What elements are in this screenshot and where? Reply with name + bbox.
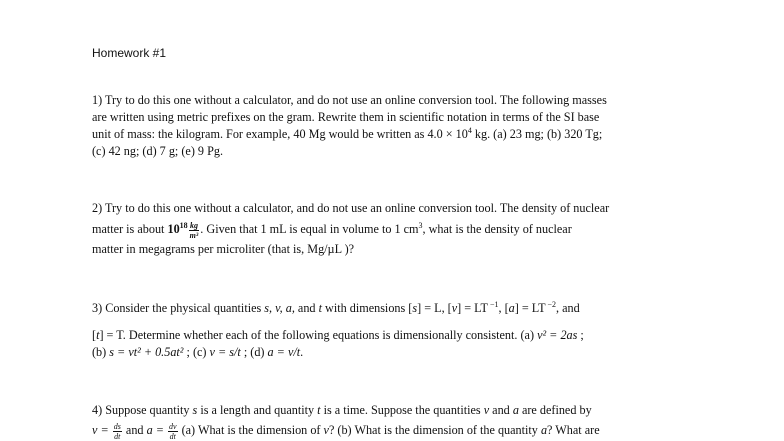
text: (a) What is the dimension of <box>178 423 324 437</box>
variable-t: t <box>96 328 100 342</box>
text: is a length and quantity <box>197 403 318 417</box>
problem-2-line-1: 2) Try to do this one without a calculator, and do not use an online conversion tool. The density of nuclear <box>92 201 610 215</box>
variable-a: a <box>512 403 519 417</box>
derivative-ds-dt <box>113 422 122 441</box>
variable-t: t <box>317 403 321 417</box>
fraction-numerator: dv <box>168 421 177 431</box>
variable-v: v <box>451 301 458 315</box>
text: , and <box>556 301 580 315</box>
problem-4-line-2 <box>92 419 732 441</box>
problem-1-line-3 <box>92 126 732 143</box>
text: ] = L, [ <box>417 301 452 315</box>
exponent: −1 <box>487 299 499 309</box>
exponent: 4 <box>467 125 472 135</box>
problem-1-line-4: (c) 42 ng; (d) 7 g; (e) 9 Pg. <box>92 144 223 158</box>
equation-b: s = vt² + 0.5at² <box>109 345 184 359</box>
problem-3-line-3 <box>92 344 732 361</box>
text: ; (c) <box>183 345 210 359</box>
derivative-dv-dt <box>168 422 178 441</box>
problem-3 <box>92 300 732 361</box>
fraction-denominator: m³ <box>189 230 199 240</box>
problem-1 <box>92 92 732 160</box>
text: ? (b) What is the dimension of the quantity <box>328 423 541 437</box>
problem-2 <box>92 200 732 258</box>
text: 4) Suppose quantity <box>92 403 193 417</box>
fraction-numerator: kg <box>189 220 198 230</box>
equation-a: a = <box>146 423 167 437</box>
problem-2-line-3: matter in megagrams per microliter (that is, Mg/µL )? <box>92 242 355 256</box>
fraction-numerator: ds <box>113 421 121 431</box>
variables: s, v, a, <box>264 301 295 315</box>
variable-s: s <box>412 301 418 315</box>
exponent: 3 <box>418 220 423 230</box>
problem-2-line-2-mid: . Given that 1 mL is equal in volume to 1 cm <box>200 222 419 236</box>
density-base: 10 <box>167 222 180 236</box>
text: ] = T. Determine whether each of the following equations is dimensionally consistent. (a) <box>99 328 538 342</box>
exponent: −2 <box>545 299 557 309</box>
fraction-denominator: dt <box>114 431 121 441</box>
equation-d: a = v/t <box>267 345 301 359</box>
equation-a: v² = 2as <box>537 328 578 342</box>
problem-3-line-1 <box>92 300 732 317</box>
variable-a: a <box>540 423 548 437</box>
problem-2-line-2 <box>92 217 732 241</box>
text: ; <box>577 328 584 342</box>
problem-2-line-2-tail: , what is the density of nuclear <box>422 222 572 236</box>
variable-s: s <box>192 403 198 417</box>
equation-c: v = s/t <box>209 345 241 359</box>
problem-1-line-1: 1) Try to do this one without a calculator, and do not use an online conversion tool. The following masses <box>92 93 607 107</box>
density-exponent: 18 <box>179 220 188 230</box>
text: with dimensions [ <box>321 301 413 315</box>
equation-v: v = <box>92 423 112 437</box>
text: ? What are <box>547 423 600 437</box>
text: and <box>122 423 147 437</box>
variable-v: v <box>323 423 329 437</box>
text: and <box>489 403 513 417</box>
variable-a: a <box>508 301 515 315</box>
fraction-denominator: dt <box>169 431 176 441</box>
problem-1-line-2: are written using metric prefixes on the gram. Rewrite them in scientific notation in terms of the SI base <box>92 110 600 124</box>
problem-2-line-2-text: matter is about <box>92 222 168 236</box>
density-unit-fraction <box>189 221 200 240</box>
text: (b) <box>92 345 110 359</box>
text: , [ <box>498 301 509 315</box>
text: ] = LT <box>457 301 488 315</box>
text: [ <box>92 328 97 342</box>
problem-1-line-3-tail: kg. (a) 23 mg; (b) 320 Tg; <box>471 127 603 141</box>
page-title: Homework #1 <box>92 46 167 60</box>
text: ] = LT <box>514 301 546 315</box>
problem-4-line-1 <box>92 402 732 419</box>
variable-v: v <box>483 403 490 417</box>
text: is a time. Suppose the quantities <box>320 403 484 417</box>
text: 3) Consider the physical quantities <box>92 301 265 315</box>
problem-3-line-2 <box>92 327 732 344</box>
variable-t: t <box>318 301 322 315</box>
text: and <box>294 301 319 315</box>
text: ; (d) <box>240 345 268 359</box>
text: . <box>300 345 304 359</box>
text: are defined by <box>518 403 592 417</box>
problem-4 <box>92 402 732 441</box>
problem-1-line-3-text: unit of mass: the kilogram. For example, 40 Mg would be written as 4.0 × 10 <box>92 127 468 141</box>
